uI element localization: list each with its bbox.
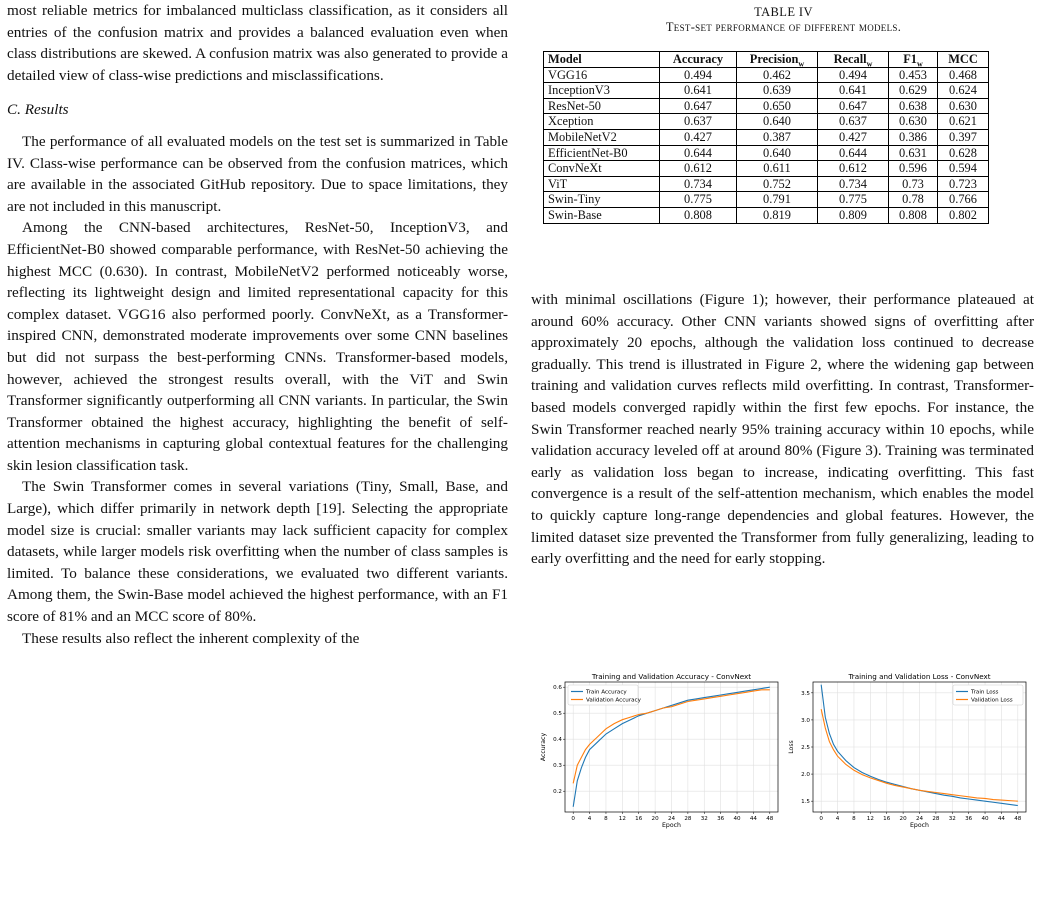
cell-recall: 0.637 bbox=[818, 114, 889, 130]
cell-accuracy: 0.641 bbox=[660, 83, 737, 99]
cell-recall: 0.641 bbox=[818, 83, 889, 99]
table-row bbox=[544, 98, 989, 114]
table-row bbox=[544, 207, 989, 223]
chart0-x-tick-label: 24 bbox=[667, 816, 676, 822]
header-mcc: MCC bbox=[938, 52, 989, 68]
cell-accuracy: 0.494 bbox=[660, 67, 737, 83]
cell-f1: 0.629 bbox=[889, 83, 938, 99]
chart0-x-tick-label: 4 bbox=[587, 816, 592, 822]
cell-model: Swin-Tiny bbox=[544, 192, 660, 208]
accuracy-chart-svg bbox=[537, 671, 783, 836]
chart1-y-tick-label: 2.0 bbox=[801, 772, 810, 779]
cell-accuracy: 0.808 bbox=[660, 207, 737, 223]
chart0-x-tick-label: 44 bbox=[749, 816, 757, 822]
cell-mcc: 0.766 bbox=[938, 192, 989, 208]
results-table-block bbox=[541, 5, 1026, 224]
chart1-x-tick-label: 28 bbox=[932, 816, 940, 822]
table-row bbox=[544, 67, 989, 83]
loss-chart-svg bbox=[785, 671, 1031, 836]
chart1-legend-label-0: Train Loss bbox=[971, 689, 999, 696]
table-header-row bbox=[544, 52, 989, 68]
cell-accuracy: 0.775 bbox=[660, 192, 737, 208]
cell-mcc: 0.630 bbox=[938, 98, 989, 114]
chart0-legend-label-0: Train Accuracy bbox=[586, 689, 627, 696]
chart1-title: Training and Validation Loss - ConvNext bbox=[848, 672, 991, 681]
cell-mcc: 0.723 bbox=[938, 176, 989, 192]
chart0-x-tick-label: 40 bbox=[733, 816, 741, 822]
left-column bbox=[7, 0, 508, 649]
table-row bbox=[544, 161, 989, 177]
cell-mcc: 0.802 bbox=[938, 207, 989, 223]
cell-model: ResNet-50 bbox=[544, 98, 660, 114]
cell-precision: 0.387 bbox=[737, 129, 818, 145]
header-precision bbox=[737, 52, 818, 68]
cell-recall: 0.494 bbox=[818, 67, 889, 83]
table-caption: Test-set performance of different models. bbox=[665, 20, 902, 34]
header-recall bbox=[818, 52, 889, 68]
chart1-x-tick-label: 16 bbox=[883, 816, 891, 822]
cell-model: InceptionV3 bbox=[544, 83, 660, 99]
chart1-x-tick-label: 48 bbox=[1014, 816, 1022, 822]
cell-accuracy: 0.647 bbox=[660, 98, 737, 114]
chart0-y-tick-label: 0.5 bbox=[553, 711, 562, 718]
cell-model: EfficientNet-B0 bbox=[544, 145, 660, 161]
cell-mcc: 0.621 bbox=[938, 114, 989, 130]
chart1-x-tick-label: 36 bbox=[965, 816, 973, 822]
chart0-y-tick-label: 0.2 bbox=[553, 789, 562, 796]
cell-mcc: 0.628 bbox=[938, 145, 989, 161]
chart1-y-axis-label: Loss bbox=[788, 740, 795, 754]
chart1-y-tick-label: 2.5 bbox=[801, 745, 810, 751]
cell-accuracy: 0.734 bbox=[660, 176, 737, 192]
chart0-x-tick-label: 32 bbox=[700, 816, 708, 822]
header-f1-text: F1 bbox=[903, 52, 917, 66]
chart0-x-tick-label: 0 bbox=[571, 816, 575, 822]
paragraph-complexity: These results also reflect the inherent complexity of the bbox=[22, 629, 360, 647]
chart1-legend-label-1: Validation Loss bbox=[971, 697, 1013, 704]
cell-precision: 0.819 bbox=[737, 207, 818, 223]
cell-accuracy: 0.637 bbox=[660, 114, 737, 130]
chart0-x-tick-label: 16 bbox=[635, 816, 643, 822]
cell-accuracy: 0.612 bbox=[660, 161, 737, 177]
chart0-title: Training and Validation Accuracy - ConvNext bbox=[591, 672, 752, 681]
chart1-x-tick-label: 44 bbox=[997, 816, 1005, 822]
chart1-x-tick-label: 40 bbox=[981, 816, 989, 822]
table-row bbox=[544, 129, 989, 145]
chart0-x-tick-label: 36 bbox=[717, 816, 725, 822]
cell-recall: 0.644 bbox=[818, 145, 889, 161]
chart0-y-tick-label: 0.4 bbox=[553, 737, 562, 744]
header-recall-sub: w bbox=[866, 59, 873, 69]
cell-recall: 0.734 bbox=[818, 176, 889, 192]
chart1-x-tick-label: 20 bbox=[899, 816, 907, 822]
table-row bbox=[544, 192, 989, 208]
cell-f1: 0.638 bbox=[889, 98, 938, 114]
cell-mcc: 0.594 bbox=[938, 161, 989, 177]
cell-f1: 0.453 bbox=[889, 67, 938, 83]
chart0-x-tick-label: 12 bbox=[618, 816, 626, 822]
header-f1 bbox=[889, 52, 938, 68]
table-label: TABLE IV bbox=[754, 5, 813, 19]
chart1-x-tick-label: 12 bbox=[866, 816, 874, 822]
loss-chart bbox=[785, 671, 1031, 836]
cell-precision: 0.640 bbox=[737, 114, 818, 130]
cell-model: ViT bbox=[544, 176, 660, 192]
cell-f1: 0.631 bbox=[889, 145, 938, 161]
cell-model: Xception bbox=[544, 114, 660, 130]
section-heading: C. Results bbox=[7, 101, 69, 119]
paragraph-results-intro: The performance of all evaluated models on the test set is summarized in Table IV. Class-wise performance can be observed from the confusion matrices, which are available in the associated GitHub repository. Due to space limitations, they are not included in this manuscript. bbox=[7, 132, 508, 215]
cell-model: ConvNeXt bbox=[544, 161, 660, 177]
cell-precision: 0.650 bbox=[737, 98, 818, 114]
chart1-x-tick-label: 0 bbox=[819, 816, 823, 822]
cell-recall: 0.647 bbox=[818, 98, 889, 114]
chart1-x-tick-label: 8 bbox=[852, 816, 856, 822]
cell-mcc: 0.397 bbox=[938, 129, 989, 145]
cell-f1: 0.78 bbox=[889, 192, 938, 208]
chart0-y-tick-label: 0.6 bbox=[553, 685, 562, 692]
chart1-x-tick-label: 24 bbox=[915, 816, 924, 822]
cell-recall: 0.427 bbox=[818, 129, 889, 145]
cell-mcc: 0.468 bbox=[938, 67, 989, 83]
table-row bbox=[544, 145, 989, 161]
cell-f1: 0.630 bbox=[889, 114, 938, 130]
header-precision-text: Precision bbox=[749, 52, 799, 66]
cell-mcc: 0.624 bbox=[938, 83, 989, 99]
cell-recall: 0.775 bbox=[818, 192, 889, 208]
chart0-x-tick-label: 48 bbox=[766, 816, 774, 822]
table-row bbox=[544, 176, 989, 192]
cell-precision: 0.791 bbox=[737, 192, 818, 208]
cell-f1: 0.386 bbox=[889, 129, 938, 145]
header-model: Model bbox=[544, 52, 660, 68]
table-body bbox=[544, 67, 989, 223]
cell-model: Swin-Base bbox=[544, 207, 660, 223]
chart0-x-tick-label: 28 bbox=[684, 816, 692, 822]
chart1-x-axis-label: Epoch bbox=[910, 822, 929, 829]
chart1-y-tick-label: 1.5 bbox=[801, 799, 810, 806]
cell-precision: 0.639 bbox=[737, 83, 818, 99]
chart0-legend-label-1: Validation Accuracy bbox=[586, 697, 641, 704]
chart0-y-tick-label: 0.3 bbox=[553, 763, 562, 770]
chart0-x-tick-label: 20 bbox=[651, 816, 659, 822]
chart0-x-axis-label: Epoch bbox=[662, 822, 681, 829]
chart1-x-tick-label: 4 bbox=[835, 816, 840, 822]
chart1-x-tick-label: 32 bbox=[948, 816, 956, 822]
accuracy-chart bbox=[537, 671, 783, 836]
cell-accuracy: 0.644 bbox=[660, 145, 737, 161]
cell-model: VGG16 bbox=[544, 67, 660, 83]
cell-model: MobileNetV2 bbox=[544, 129, 660, 145]
header-accuracy: Accuracy bbox=[660, 52, 737, 68]
chart1-y-tick-label: 3.5 bbox=[801, 690, 810, 697]
cell-recall: 0.809 bbox=[818, 207, 889, 223]
chart0-y-axis-label: Accuracy bbox=[540, 732, 547, 762]
cell-f1: 0.596 bbox=[889, 161, 938, 177]
cell-precision: 0.640 bbox=[737, 145, 818, 161]
header-precision-sub: w bbox=[798, 59, 805, 69]
paragraph-cnn-comparison: Among the CNN-based architectures, ResNet-50, InceptionV3, and EfficientNet-B0 showed comparable performance, with ResNet-50 achieving the highest MCC (0.630). In contrast, MobileNetV2 performed noticeably worse, reflecting its lightweight design and limited representational capacity for this complex dataset. VGG16 also performed poorly. ConvNeXt, as a Transformer-inspired CNN, demonstrated moderate improvements over some CNN baselines but did not surpass the best-performing CNNs. Transformer-based models, however, achieved the strongest results overall, with the ViT and Swin Transformer significantly outperforming all CNN variants. In particular, the Swin Transformer obtained the highest accuracy, highlighting the benefit of self-attention mechanisms in capturing global contextual features for the challenging skin lesion classification task. bbox=[7, 219, 508, 474]
cell-accuracy: 0.427 bbox=[660, 129, 737, 145]
header-recall-text: Recall bbox=[833, 52, 867, 66]
right-column bbox=[531, 289, 1034, 570]
cell-precision: 0.752 bbox=[737, 176, 818, 192]
cell-recall: 0.612 bbox=[818, 161, 889, 177]
paragraph-training-dynamics: with minimal oscillations (Figure 1); however, their performance plateaued at around 60% accuracy. Other CNN variants showed signs of overfitting after approximately 20 epochs, although the validation loss continued to decrease gradually. This trend is illustrated in Figure 2, where the widening gap between training and validation curves reflects mild overfitting. In contrast, Transformer-based models converged rapidly within the first few epochs. For instance, the Swin Transformer reached nearly 95% training accuracy within 10 epochs, while validation accuracy leveled off at around 80% (Figure 3). Training was terminated early as validation loss began to increase, indicating overfitting. This fast convergence is a result of the self-attention mechanism, which enables the model to quickly capture long-range dependencies and global features. However, the limited dataset size prevented the Transformer from fully generalizing, leading to early overfitting and the need for early stopping. bbox=[531, 291, 1034, 568]
paragraph-swin-variants: The Swin Transformer comes in several variations (Tiny, Small, Base, and Large), which differ primarily in network depth [19]. Selecting the appropriate model size is crucial: smaller variants may lack sufficient capacity for complex datasets, while larger models risk overfitting when the number of class samples is limited. To balance these considerations, we evaluated two different variants. Among them, the Swin-Base model achieved the highest performance, with an F1 score of 81% and an MCC score of 80%. bbox=[7, 478, 508, 626]
cell-precision: 0.611 bbox=[737, 161, 818, 177]
cell-f1: 0.73 bbox=[889, 176, 938, 192]
table-row bbox=[544, 114, 989, 130]
table-row bbox=[544, 83, 989, 99]
cell-f1: 0.808 bbox=[889, 207, 938, 223]
results-table bbox=[543, 51, 989, 224]
chart1-y-tick-label: 3.0 bbox=[801, 717, 810, 724]
header-f1-sub: w bbox=[916, 59, 923, 69]
chart0-x-tick-label: 8 bbox=[604, 816, 608, 822]
cell-precision: 0.462 bbox=[737, 67, 818, 83]
paragraph-metrics: most reliable metrics for imbalanced multiclass classification, as it considers all entries of the confusion matrix and provides a balanced evaluation even when class distributions are skewed. A confusion matrix was also generated to provide a detailed view of class-wise predictions and misclassifications. bbox=[7, 2, 508, 84]
